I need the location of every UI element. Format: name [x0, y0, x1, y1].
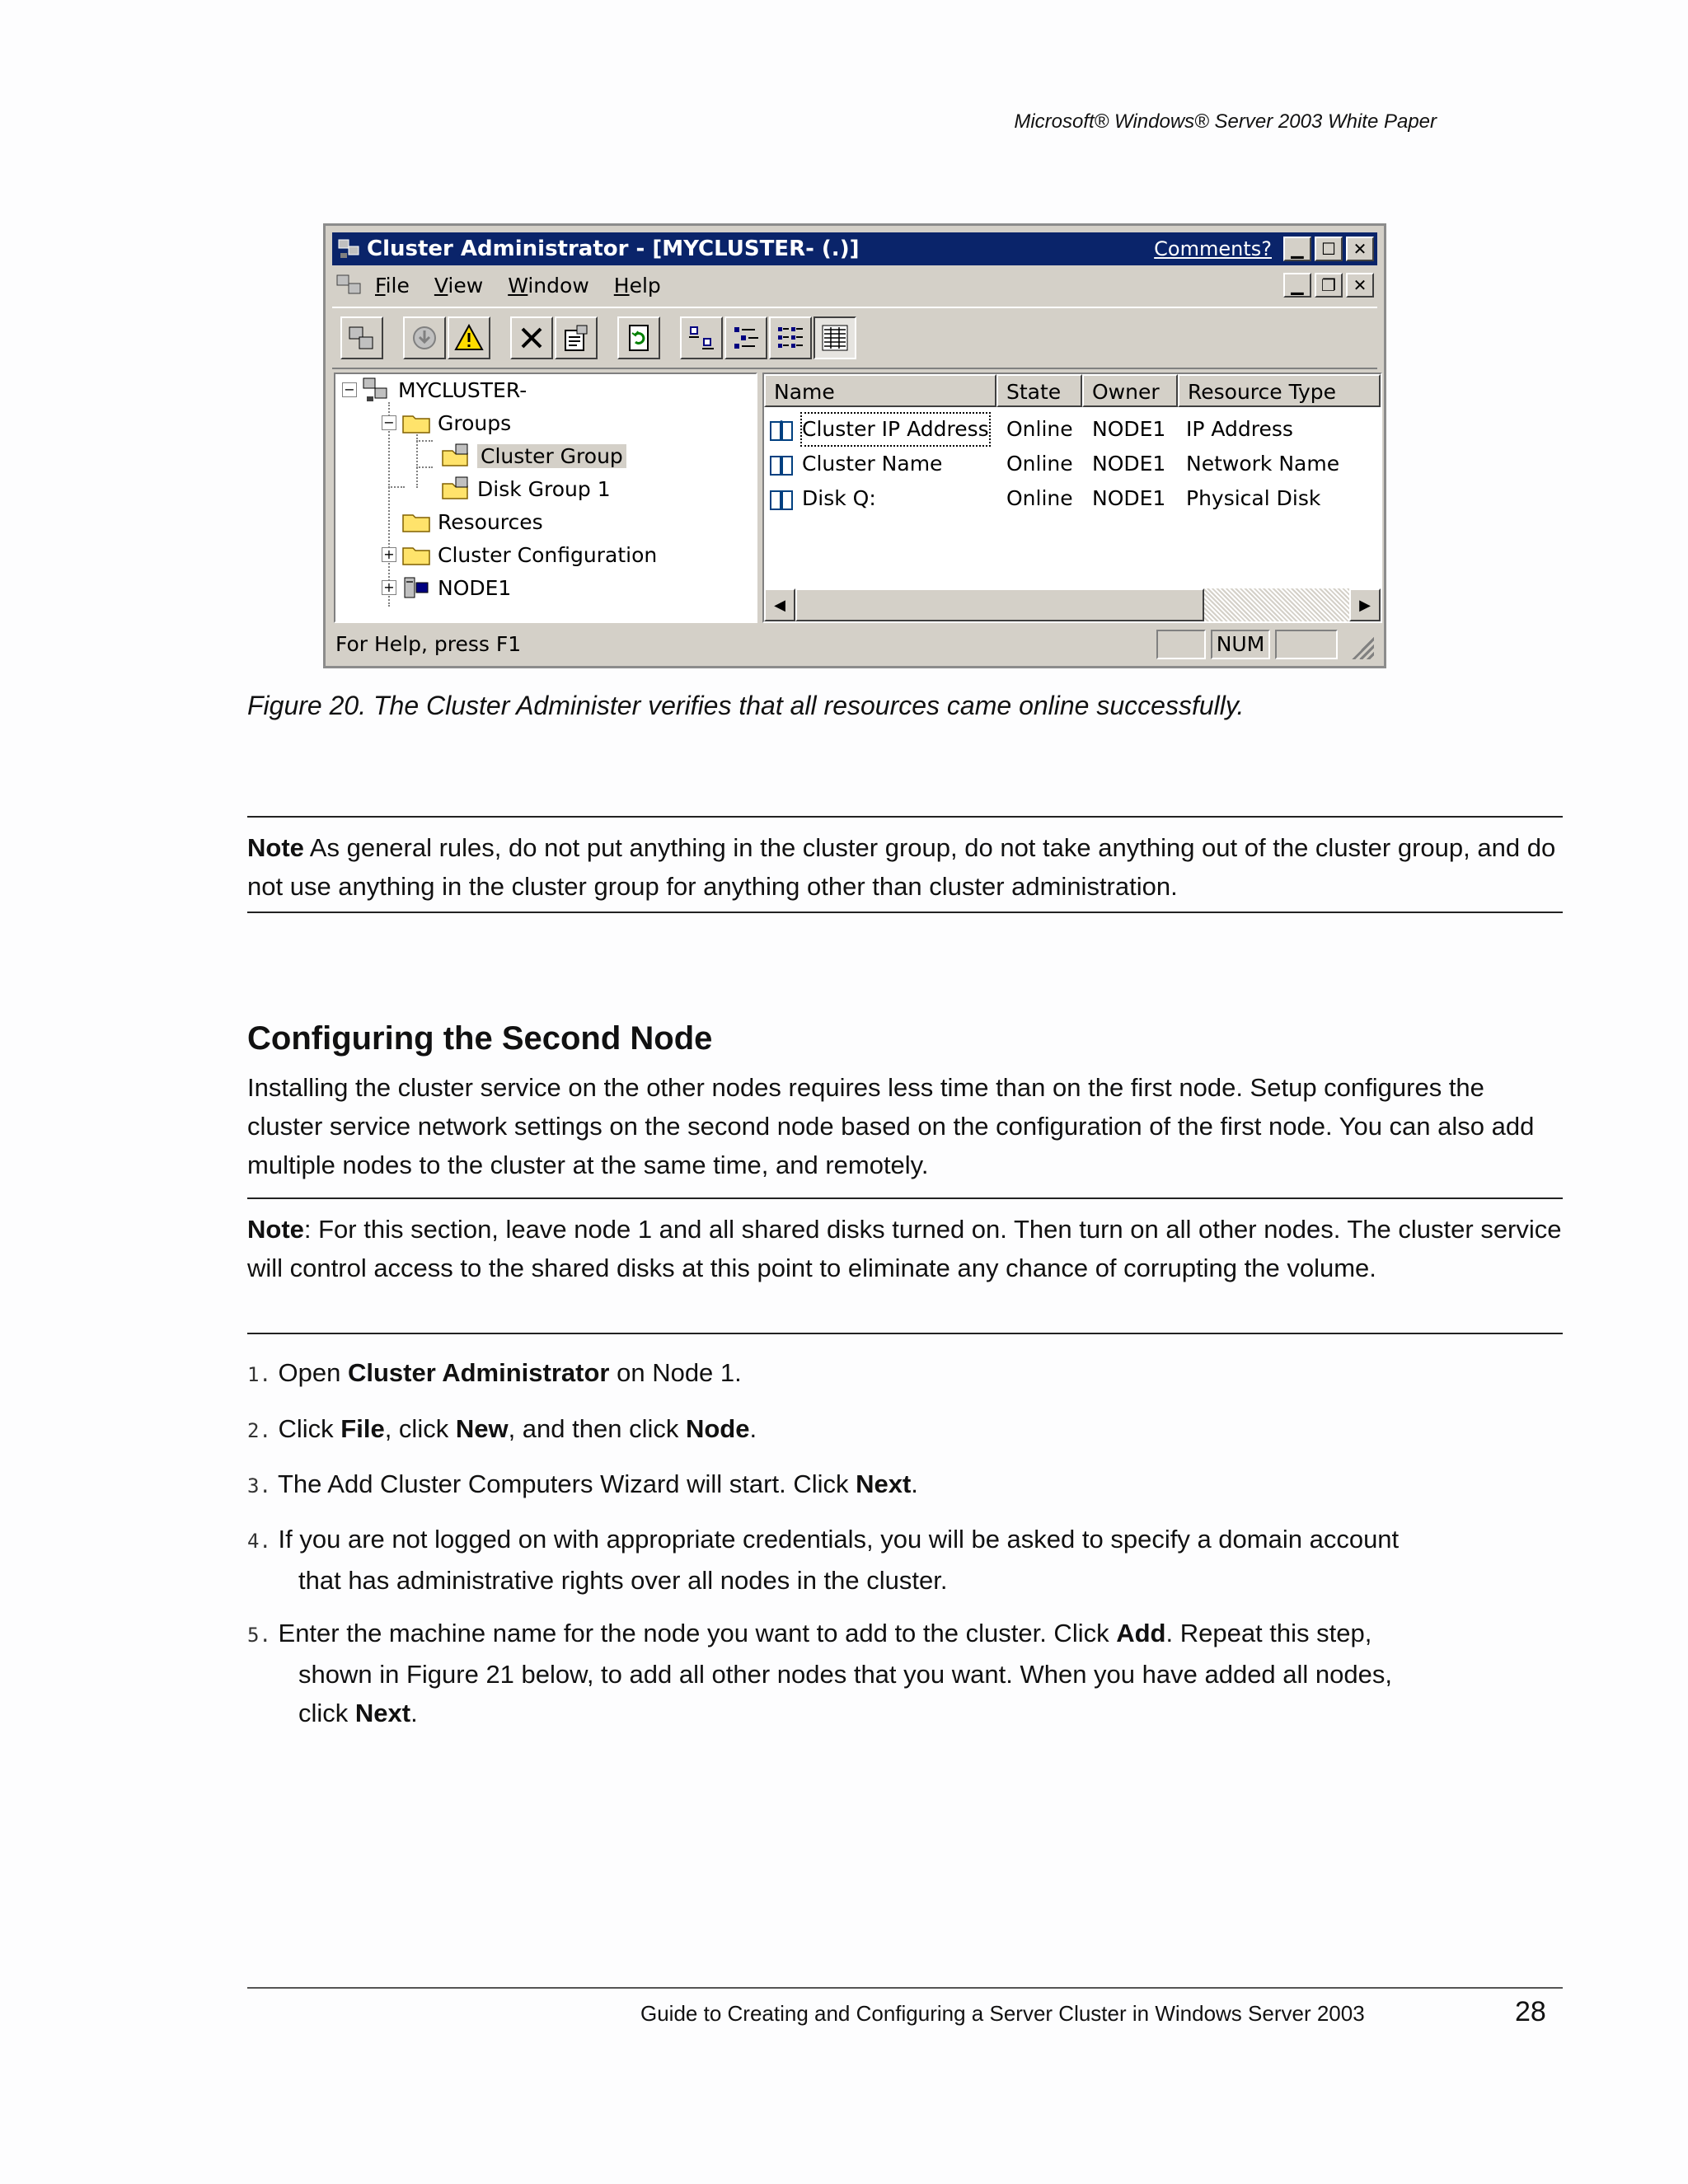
- resize-grip-icon[interactable]: [1349, 635, 1374, 659]
- tree-collapse-toggle[interactable]: −: [342, 382, 357, 397]
- column-header-name[interactable]: Name: [764, 374, 996, 407]
- maximize-button[interactable]: [1315, 237, 1343, 261]
- folder-icon: [401, 541, 431, 568]
- folder-icon: [401, 509, 431, 535]
- menu-view[interactable]: View: [434, 273, 484, 298]
- scroll-thumb[interactable]: [795, 588, 1204, 621]
- delete-button[interactable]: [510, 316, 553, 359]
- close-button[interactable]: [1346, 237, 1374, 261]
- resource-name: Disk Q:: [802, 486, 876, 510]
- table-row[interactable]: [764, 481, 1381, 516]
- scroll-right-button[interactable]: [1349, 588, 1381, 621]
- column-header-resource-type[interactable]: Resource Type: [1178, 374, 1381, 407]
- close-icon: ✕: [1353, 239, 1367, 259]
- tree-node-node1[interactable]: NODE1: [401, 572, 511, 603]
- connect-icon: [346, 322, 377, 354]
- horizontal-scrollbar[interactable]: [764, 588, 1381, 621]
- resource-owner: NODE1: [1092, 417, 1166, 441]
- note-rule-bottom: [247, 912, 1563, 913]
- document-window-icon: [335, 272, 363, 298]
- tree-node-disk-group[interactable]: Disk Group 1: [441, 473, 611, 504]
- step-5: 5. Enter the machine name for the node you want to add to the cluster. Click Add. Repeat this step, shown in Figure 21 below, to add all other nodes that you want. When you have added all nodes, click Next.: [247, 1619, 1392, 1727]
- resource-icon: [767, 486, 797, 513]
- refresh-button[interactable]: [617, 316, 660, 359]
- cluster-administrator-window: [323, 223, 1386, 668]
- large-icons-button[interactable]: [680, 316, 723, 359]
- note-general-rules: Note As general rules, do not put anything in the cluster group, do not take anything out of the cluster group, and do not use anything in the cluster group for anything other than cluster administration.: [247, 833, 1556, 901]
- resource-type: Network Name: [1186, 452, 1340, 476]
- minimize-icon: ▁: [1291, 239, 1304, 259]
- group-folder-icon: [441, 443, 471, 469]
- tree-node-cluster-root[interactable]: MYCLUSTER-: [362, 374, 527, 405]
- status-panel-num: NUM: [1211, 630, 1270, 659]
- resource-name: Cluster Name: [802, 452, 943, 476]
- open-connection-button[interactable]: [340, 316, 383, 359]
- step-2: 2. Click File, click New, and then click Node.: [247, 1414, 757, 1443]
- close-icon: ✕: [1353, 275, 1367, 295]
- online-icon: [409, 322, 440, 354]
- resource-icon: [767, 417, 797, 443]
- status-panel-scroll: [1275, 630, 1338, 659]
- window-title-bar: [332, 232, 1377, 265]
- delete-icon: [516, 322, 547, 354]
- details-icon: [819, 322, 851, 354]
- tree-expand-toggle[interactable]: +: [382, 580, 396, 595]
- small-icons-icon: [730, 322, 762, 354]
- toolbar: [332, 307, 1377, 369]
- tree-collapse-toggle[interactable]: −: [382, 415, 396, 430]
- resource-owner: NODE1: [1092, 452, 1166, 476]
- status-help-text: For Help, press F1: [335, 631, 522, 656]
- note-rule-top: [247, 816, 1563, 818]
- section-intro: Installing the cluster service on the other nodes requires less time than on the first node. Setup configures the cluster service network settings on the second node based on the configuration of the first node. You can also add multiple nodes to the cluster at the same time, and remotely.: [247, 1073, 1535, 1179]
- minimize-button[interactable]: [1283, 237, 1311, 261]
- window-title: Cluster Administrator - [MYCLUSTER- (.)]: [367, 237, 860, 261]
- list-view-button[interactable]: [769, 316, 812, 359]
- table-row[interactable]: [764, 447, 1381, 481]
- footer-title: Guide to Creating and Configuring a Server Cluster in Windows Server 2003: [640, 2001, 1365, 2026]
- note-rule-bottom: [247, 1333, 1563, 1334]
- column-header-owner[interactable]: Owner: [1082, 374, 1178, 407]
- column-header-state[interactable]: State: [996, 374, 1082, 407]
- note-rule-top: [247, 1197, 1563, 1199]
- left-arrow-icon: ◀: [774, 596, 785, 614]
- details-view-button[interactable]: [814, 316, 856, 359]
- child-close-button[interactable]: [1346, 273, 1374, 298]
- resource-state: Online: [1006, 417, 1073, 441]
- cluster-icon: [362, 377, 392, 403]
- resource-list-pane: [762, 373, 1382, 623]
- figure-caption: Figure 20. The Cluster Administer verifies that all resources came online successfully.: [247, 691, 1245, 720]
- document-header: Microsoft® Windows® Server 2003 White Paper: [1014, 110, 1437, 133]
- refresh-icon: [623, 322, 654, 354]
- child-restore-button[interactable]: [1315, 273, 1343, 298]
- menu-help[interactable]: Help: [613, 273, 661, 298]
- footer-rule: [247, 1987, 1563, 1989]
- restore-icon: ❐: [1321, 275, 1336, 295]
- right-arrow-icon: ▶: [1359, 596, 1371, 614]
- status-bar: [332, 625, 1377, 663]
- resource-state: Online: [1006, 452, 1073, 476]
- resource-owner: NODE1: [1092, 486, 1166, 510]
- folder-icon: [401, 410, 431, 436]
- small-icons-button[interactable]: [724, 316, 767, 359]
- cluster-app-icon: [337, 237, 362, 261]
- tree-node-cluster-group[interactable]: Cluster Group: [441, 440, 626, 471]
- menu-window[interactable]: Window: [508, 273, 589, 298]
- resource-icon: [767, 452, 797, 478]
- comments-link[interactable]: Comments?: [1154, 237, 1272, 260]
- large-icons-icon: [686, 322, 717, 354]
- warning-icon: [453, 322, 485, 354]
- properties-icon: [560, 322, 592, 354]
- step-1: 1. Open Cluster Administrator on Node 1.: [247, 1358, 742, 1387]
- take-offline-button[interactable]: [448, 316, 490, 359]
- bring-online-button[interactable]: [403, 316, 446, 359]
- maximize-icon: ☐: [1321, 239, 1336, 259]
- resource-name: Cluster IP Address: [800, 412, 991, 447]
- group-folder-icon: [441, 476, 471, 502]
- server-node-icon: [401, 574, 431, 601]
- minimize-icon: ▁: [1291, 275, 1304, 295]
- tree-node-cluster-configuration[interactable]: Cluster Configuration: [401, 539, 657, 570]
- step-4: 4. If you are not logged on with appropriate credentials, you will be asked to specify a domain account that has administrative rights over all nodes in the cluster.: [247, 1525, 1400, 1595]
- resource-type: IP Address: [1186, 417, 1293, 441]
- resource-type: Physical Disk: [1186, 486, 1321, 510]
- scroll-left-button[interactable]: [764, 588, 795, 621]
- list-icon: [775, 322, 806, 354]
- cluster-tree-pane: [334, 373, 757, 623]
- status-panel-caps: [1156, 630, 1206, 659]
- menu-bar: [332, 267, 1377, 303]
- table-row[interactable]: [764, 412, 1381, 447]
- child-minimize-button[interactable]: [1283, 273, 1311, 298]
- tree-node-groups[interactable]: Groups: [401, 407, 511, 438]
- page-number: 28: [1515, 1996, 1546, 2027]
- resource-state: Online: [1006, 486, 1073, 510]
- step-3: 3. The Add Cluster Computers Wizard will start. Click Next.: [247, 1469, 918, 1498]
- properties-button[interactable]: [555, 316, 598, 359]
- note-section: Note: For this section, leave node 1 and all shared disks turned on. Then turn on all other nodes. The cluster service will control access to the shared disks at this point to eliminate any chance of corrupting the volume.: [247, 1215, 1562, 1282]
- list-header: [764, 374, 1381, 407]
- menu-file[interactable]: File: [375, 273, 410, 298]
- section-heading: Configuring the Second Node: [247, 1020, 713, 1057]
- tree-node-resources[interactable]: Resources: [401, 506, 543, 537]
- tree-expand-toggle[interactable]: +: [382, 547, 396, 562]
